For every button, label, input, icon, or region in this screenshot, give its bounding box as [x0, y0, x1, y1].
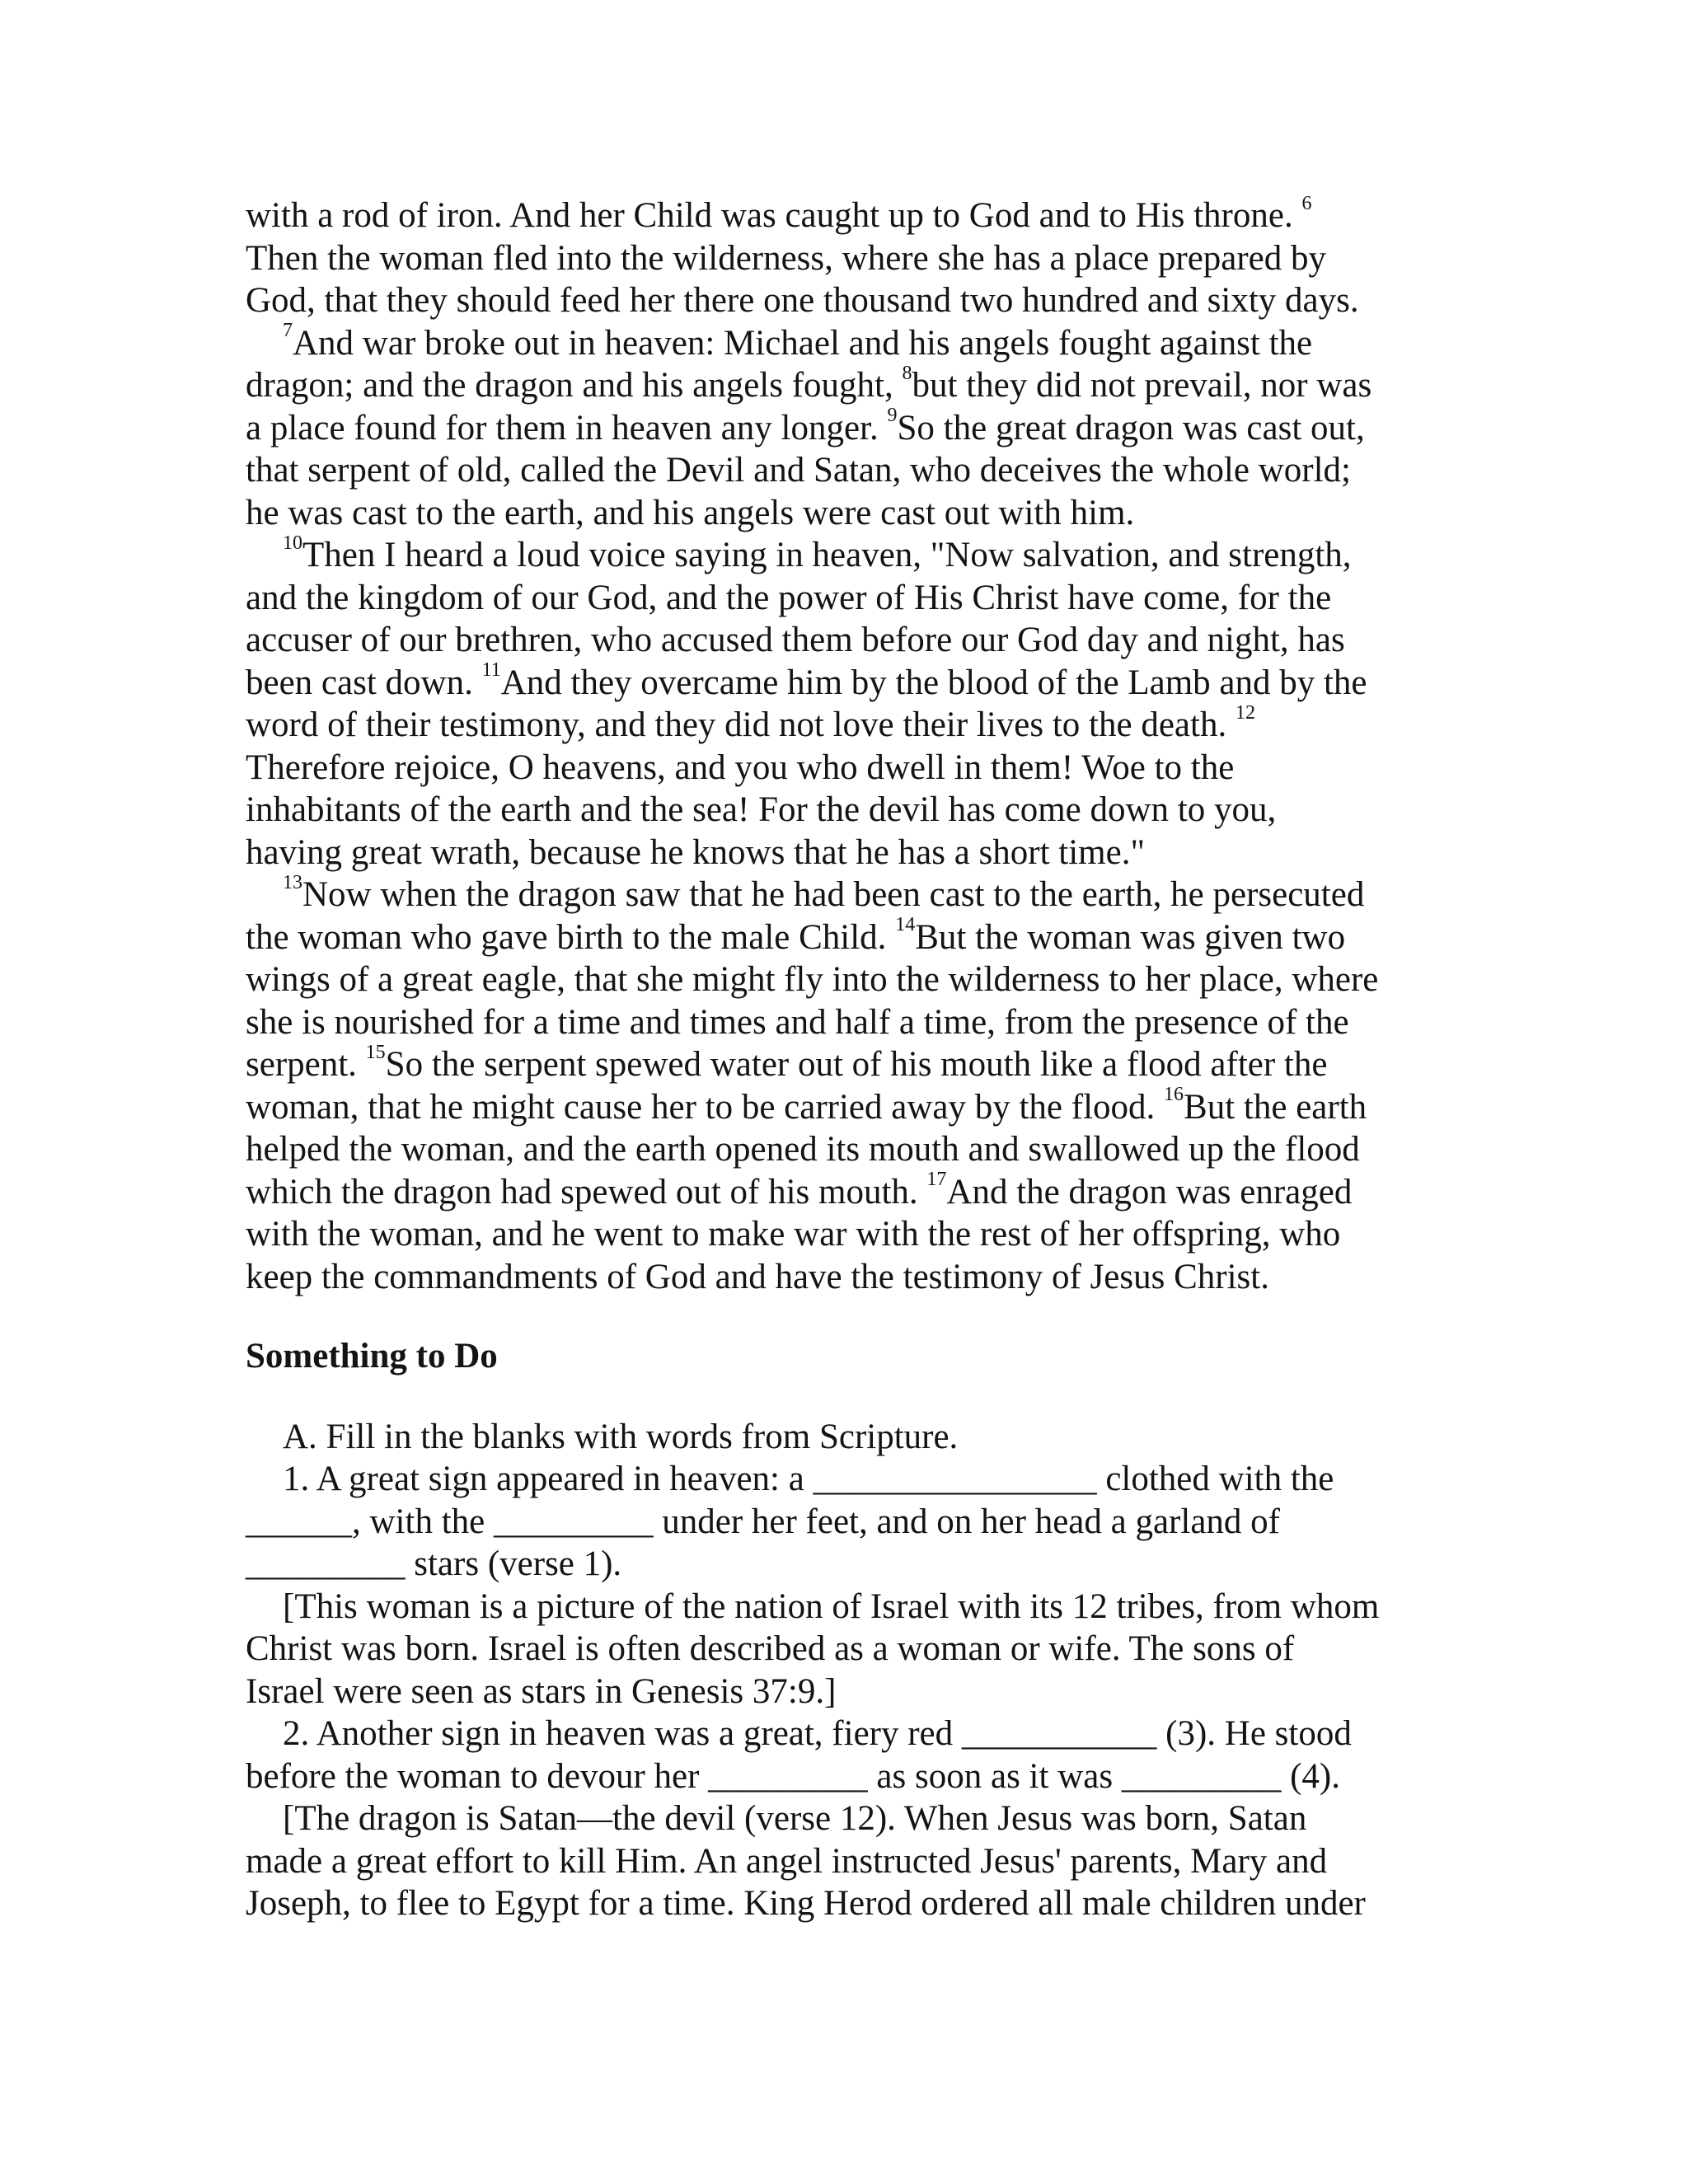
passage-text: God, that they should feed her there one thousand two hundred and sixty days. — [246, 281, 1359, 320]
passage-text: Then the woman fled into the wilderness, where she has a place prepared by — [246, 238, 1327, 278]
verse-number: 7 — [283, 320, 293, 342]
passage-line — [246, 619, 1441, 662]
passage-line — [246, 194, 1441, 237]
passage-line — [246, 577, 1441, 620]
passage-text: But the woman was given two — [915, 917, 1346, 957]
activity-line: Christ was born. Israel is often described as a woman or wife. The sons of — [246, 1629, 1295, 1668]
passage-line — [246, 789, 1441, 832]
passage-line — [246, 322, 1441, 365]
passage-line — [246, 449, 1441, 492]
passage-line — [246, 492, 1441, 535]
passage-text: inhabitants of the earth and the sea! For the devil has come down to you, — [246, 790, 1277, 829]
verse-number: 11 — [481, 659, 501, 682]
activity-section — [246, 1416, 1441, 1925]
activity-line: 1. A great sign appeared in heaven: a ________________ clothed with the — [283, 1460, 1334, 1498]
document-page — [246, 194, 1441, 1925]
verse-number: 14 — [895, 914, 916, 936]
passage-line — [246, 364, 1441, 407]
activity-line: ______, with the _________ under her feet, and on her head a garland of — [246, 1502, 1280, 1541]
passage-text: So the great dragon was cast out, — [897, 408, 1365, 448]
passage-line — [246, 747, 1441, 790]
passage-line — [246, 1043, 1441, 1086]
passage-line — [246, 871, 1441, 916]
passage-line — [246, 1086, 1441, 1129]
passage-text: And war broke out in heaven: Michael and his angels fought against the — [293, 323, 1313, 363]
activity-line: A. Fill in the blanks with words from Scripture. — [283, 1417, 959, 1456]
passage-text: accuser of our brethren, who accused them before our God day and night, has — [246, 621, 1345, 659]
verse-number: 15 — [365, 1041, 386, 1063]
passage-text: So the serpent spewed water out of his mouth like a flood after the — [385, 1045, 1328, 1084]
passage-text: And the dragon was enraged — [946, 1172, 1353, 1212]
activity-line: _________ stars (verse 1). — [246, 1544, 622, 1583]
activity-line: Israel were seen as stars in Genesis 37:9.] — [246, 1671, 837, 1711]
activity-line: made a great effort to kill Him. An angel instructed Jesus' parents, Mary and — [246, 1841, 1328, 1881]
passage-text: helped the woman, and the earth opened its mouth and swallowed up the flood — [246, 1130, 1360, 1169]
verse-number: 17 — [926, 1169, 947, 1191]
passage-line — [246, 1128, 1441, 1171]
activity-line: before the woman to devour her _________ as soon as it was _________ (4). — [246, 1756, 1340, 1796]
section-heading: Something to Do — [246, 1337, 498, 1376]
passage-line — [246, 958, 1441, 1001]
passage-text: that serpent of old, called the Devil and Satan, who deceives the whole world; — [246, 451, 1351, 490]
verse-number: 6 — [1301, 192, 1312, 214]
passage-line — [246, 832, 1441, 874]
passage-text: and the kingdom of our God, and the power of His Christ have come, for the — [246, 578, 1332, 617]
activity-line: Joseph, to flee to Egypt for a time. King Herod ordered all male children under — [246, 1884, 1366, 1923]
passage-text: And they overcame him by the blood of the Lamb and by the — [500, 663, 1367, 702]
passage-text: he was cast to the earth, and his angels were cast out with him. — [246, 493, 1135, 532]
verse-number: 10 — [283, 532, 302, 554]
activity-line: [This woman is a picture of the nation of Israel with its 12 tribes, from whom — [283, 1586, 1380, 1626]
passage-text: wings of a great eagle, that she might fly into the wilderness to her place, where — [246, 960, 1379, 999]
verse-number: 16 — [1164, 1084, 1184, 1106]
passage-text: but they did not prevail, nor was — [912, 366, 1372, 405]
passage-text: been cast down. — [246, 663, 482, 702]
passage-text: serpent. — [246, 1045, 366, 1084]
verse-number: 12 — [1235, 701, 1255, 724]
passage-text: a place found for them in heaven any longer. — [246, 408, 888, 448]
passage-text: Now when the dragon saw that he had been cast to the earth, he persecuted — [302, 875, 1365, 914]
scripture-passage — [246, 194, 1441, 1298]
passage-line — [246, 237, 1441, 280]
passage-line — [246, 1171, 1441, 1214]
verse-number: 13 — [283, 871, 302, 893]
passage-text: keep the commandments of God and have the testimony of Jesus Christ. — [246, 1257, 1269, 1296]
activity-line: [The dragon is Satan—the devil (verse 12). When Jesus was born, Satan — [283, 1799, 1307, 1838]
passage-text: she is nourished for a time and times and half a time, from the presence of the — [246, 1002, 1349, 1042]
passage-line — [246, 407, 1441, 450]
passage-line — [246, 1256, 1441, 1299]
passage-line — [246, 279, 1441, 322]
verse-number: 9 — [887, 405, 898, 427]
passage-line — [246, 1213, 1441, 1256]
verse-number: 8 — [902, 362, 912, 384]
passage-line — [246, 534, 1441, 577]
passage-text: having great wrath, because he knows that he has a short time." — [246, 832, 1146, 872]
passage-line — [246, 659, 1441, 705]
passage-text: which the dragon had spewed out of his mouth. — [246, 1172, 927, 1212]
passage-text: the woman who gave birth to the male Child. — [246, 917, 896, 957]
passage-text: But the earth — [1184, 1087, 1367, 1127]
passage-line — [246, 1001, 1441, 1044]
passage-text: woman, that he might cause her to be carried away by the flood. — [246, 1087, 1165, 1127]
activity-line: 2. Another sign in heaven was a great, fiery red ___________ (3). He stood — [283, 1714, 1352, 1753]
passage-text: dragon; and the dragon and his angels fought, — [246, 366, 903, 405]
passage-text: with the woman, and he went to make war with the rest of her offspring, who — [246, 1215, 1341, 1254]
passage-text: with a rod of iron. And her Child was caught up to God and to His throne. — [246, 196, 1302, 235]
passage-text: word of their testimony, and they did not love their lives to the death. — [246, 705, 1236, 744]
passage-line — [246, 916, 1441, 959]
passage-line — [246, 701, 1441, 747]
passage-text: Then I heard a loud voice saying in heaven, "Now salvation, and strength, — [302, 536, 1352, 574]
passage-text: Therefore rejoice, O heavens, and you who dwell in them! Woe to the — [246, 748, 1235, 787]
